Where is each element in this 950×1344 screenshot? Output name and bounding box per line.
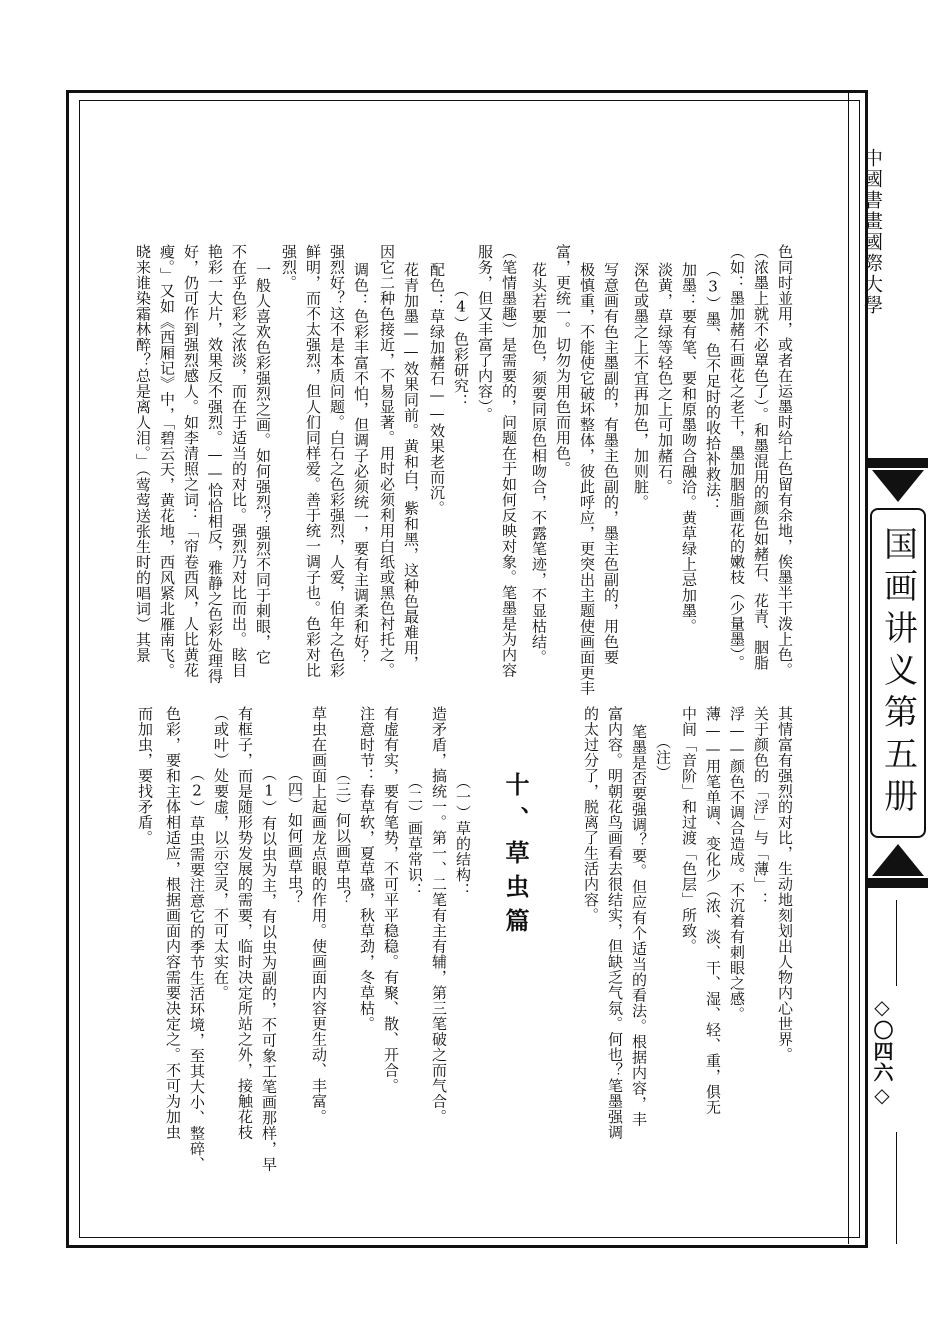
text-column: 中间「音阶」和过渡「色层」所致。 [680,706,698,954]
text-column: （三）何以画草虫？ [334,766,352,906]
text-column: 写意画有色主墨副的，有墨主色副的，墨主色副的，用色要 [602,262,620,665]
side-rule-bottom [896,1132,897,1244]
text-column: 鲜明，而不太强烈，但人们同样爱。善于统一调子也。色彩对比 [304,244,322,678]
text-column: （1）有以虫为主，有以虫为副的，不可象工笔画那样，早 [260,766,278,1172]
text-column: （笔情墨趣）是需要的，问题在于如何反映对象。笔墨是为内容 [500,244,518,678]
text-column: （3）墨、色不足时的收拾补救法： [704,262,722,513]
text-column: 因它二种色接近，不易显著。用时必须利用白纸或黑色衬托之。 [378,244,396,678]
text-column: （注） [654,734,672,781]
text-column: 色同时並用，或者在运墨时给上色留有余地，俟墨半干泼上色。 [776,244,794,678]
text-column: 加墨：要有笔、要和原墨吻合融洽。黄草绿上忌加墨。 [680,262,698,634]
text-column: 不在乎色彩之浓淡，而在于适当的对比。强烈乃对比而出。眩目 [230,244,248,678]
text-column: 花头若要加色，须要同原色相吻合，不露笔迹，不显枯结。 [530,262,548,665]
text-column: 有虚有实，要有笔势，不可平平稳稳。有聚、散、开合。 [382,706,400,1094]
text-column: 强烈。 [280,244,298,291]
side-rule-top [896,900,897,986]
text-column: 极慎重，不能使它破坏整体，彼此呼应，更突出主题使画面更丰 [578,262,596,696]
text-column: 调色：色彩丰富不怕，但调子必须统一，要有主调柔和好？ [352,262,370,665]
text-column: 薄——用笔单调、变化少（浓、淡、干、湿、轻、重，俱无 [704,706,722,1115]
text-column: 笔墨是否要强调？要。但应有个适当的看法。根据内容，丰 [630,724,648,1127]
text-column: （浓墨上就不必罩色了）。和墨混用的颜色如赭石、花青、胭脂 [752,244,770,671]
text-column: 花青加墨——效果同前。黄和白，紫和黑，这种色最难用， [402,262,420,671]
text-column: 配色：草绿加赭石——效果老而沉。 [428,262,446,516]
text-column: （四）如何画草虫？ [286,766,304,906]
text-column: 淡黄，草绿等轻色之上可加赭石。 [656,262,674,495]
text-column: 富内容。明朝花鸟画看去很结实，但缺乏气氛。何也？笔墨强调 [606,706,624,1140]
text-column: （2）草虫需要注意它的季节生活环境，至其大小、整碎、 [188,766,206,1172]
text-column: 深色或墨之上不宜再加色，加则脏。 [632,262,650,510]
text-column: （二）画草常识： [406,774,424,898]
text-column: 艳彩一大片，效果反不强烈。——恰恰相反，雅静之色彩处理得 [206,244,224,684]
series-title: 中國書畫國際大學 [861,148,883,316]
text-column: （一）草的结构： [454,774,472,898]
text-column: 晓来谁染霜林醉？总是离人泪。」（莺莺送张生时的唱词）其景 [134,244,152,663]
text-column: 服务，但又丰富了内容）。 [476,244,494,423]
text-column: 强烈好？这不是本质问题。白石之色彩强烈，人爱，伯年之色彩 [328,244,346,678]
text-column: 有框子，而是随形势发展的需要，临时决定所站之外，接触花枝 [236,706,254,1140]
text-column: 关于颜色的「浮」与「薄」： [752,706,770,908]
text-column: 一般人喜欢色彩强烈之画。如何强烈？强烈不同于刺眼，它 [254,262,272,665]
section-title: 十、草虫篇 [501,772,530,942]
text-column: 浮——颜色不调合造成。不沉着有刺眼之感。 [728,706,746,1022]
text-column: 好，仍可作到强烈感人。如李清照之词：「帘卷西风，人比黄花 [182,244,200,678]
volume-label-box [870,508,926,838]
text-column: 色彩，要和主体相适应，根据画面内容需要决定之。不可为加虫 [164,706,182,1140]
text-column: 而加虫，要找矛盾。 [136,706,154,846]
text-column: 造矛盾，搞统一。第一、二笔有主有辅，第三笔破之而气合。 [430,706,448,1125]
volume-label: 国画讲义第五册 [877,526,918,820]
ornament-top-icon [866,456,930,504]
text-column: （或叶）处要虚，以示空灵，不可太实在。 [212,706,230,1001]
text-column: 的太过分了，脱离了生活内容。 [582,706,600,923]
text-column: 瘦。」又如《西厢记》中，「碧云天，黄花地，西风紧北雁南飞。 [158,244,176,679]
text-column: （如：墨加赭石画花之老干，墨加胭脂画花的嫩枝（少量墨）。 [728,244,746,671]
text-column: 草虫在画面上起画龙点眼的作用。使画面内容更生动、丰富。 [310,706,328,1125]
text-column: 注意时节：春草软，夏草盛，秋草劲，冬草枯。 [358,706,376,1032]
ornament-bottom-icon [866,842,930,890]
text-column: 富，更统一。切勿为用色而用色。 [554,244,572,477]
spine-divider [848,92,849,1244]
text-column: 其情富有强烈的对比，生动地刻划出人物内心世界。 [776,706,794,1063]
text-column: （4）色彩研究： [452,282,470,409]
page-number: ◇〇四六◇ [870,995,894,1108]
